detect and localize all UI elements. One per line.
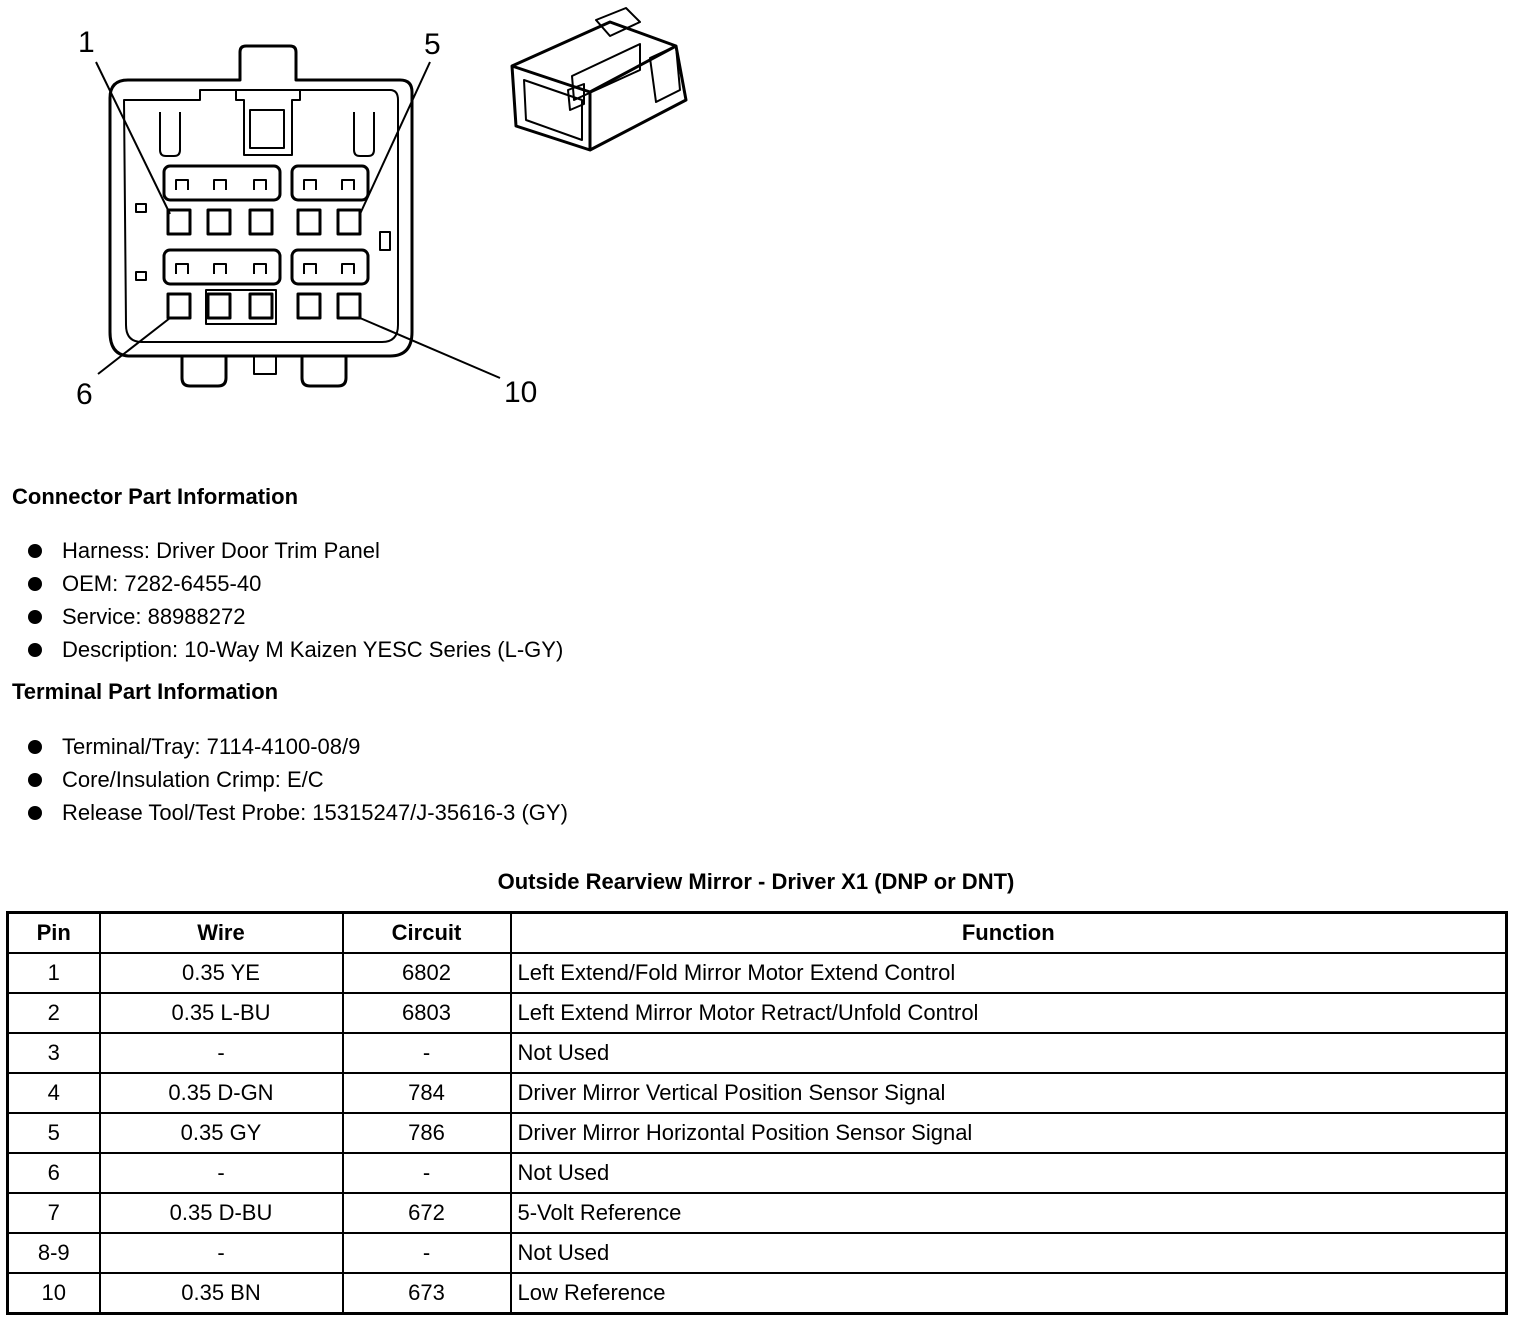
cell-circuit: 6803 (343, 993, 511, 1033)
connector-info-list (28, 534, 563, 666)
pin-3 (250, 210, 272, 234)
pin-1 (168, 210, 190, 234)
connector-latch (236, 90, 300, 155)
list-item-text: Release Tool/Test Probe: 15315247/J-35616-3 (GY) (62, 800, 568, 825)
table-title: Outside Rearview Mirror - Driver X1 (DNP or DNT) (497, 869, 1015, 894)
cell-circuit: 784 (343, 1073, 511, 1113)
terminal-info-list (28, 730, 568, 829)
cell-circuit: 6802 (343, 953, 511, 993)
cell-function: Left Extend/Fold Mirror Motor Extend Control (511, 953, 1507, 993)
list-item-text: Description: 10-Way M Kaizen YESC Series (L-GY) (62, 637, 564, 662)
pin-label-1: 1 (78, 26, 95, 59)
list-item (28, 534, 563, 567)
list-item-text: Core/Insulation Crimp: E/C (62, 767, 324, 792)
pinout-table (6, 911, 1508, 1315)
leader-line-10 (360, 318, 500, 378)
cell-pin: 5 (8, 1113, 100, 1153)
table-row (8, 1153, 1507, 1193)
pin-5 (338, 210, 360, 234)
cell-function: 5-Volt Reference (511, 1193, 1507, 1233)
cell-function: Left Extend Mirror Motor Retract/Unfold Control (511, 993, 1507, 1033)
pin-label-10: 10 (504, 376, 538, 409)
cell-pin: 8-9 (8, 1233, 100, 1273)
cell-circuit: - (343, 1153, 511, 1193)
cell-wire: 0.35 GY (100, 1113, 343, 1153)
pin-label-6: 6 (76, 378, 93, 411)
list-item (28, 567, 563, 600)
pin-4 (298, 210, 320, 234)
list-item (28, 796, 568, 829)
list-item (28, 730, 568, 763)
connector-inner-wall (124, 90, 398, 342)
connector-part-info-title: Connector Part Information (12, 484, 299, 509)
cell-wire: - (100, 1033, 343, 1073)
table-row (8, 953, 1507, 993)
cell-function: Driver Mirror Vertical Position Sensor Signal (511, 1073, 1507, 1113)
header-pin: Pin (8, 913, 100, 954)
pin-8 (250, 294, 272, 318)
pin-label-5: 5 (424, 28, 441, 61)
pin-10 (338, 294, 360, 318)
cell-function: Low Reference (511, 1273, 1507, 1314)
list-item-text: Harness: Driver Door Trim Panel (62, 538, 380, 563)
pin-9 (298, 294, 320, 318)
table-header-row (8, 913, 1507, 954)
pin-6 (168, 294, 190, 318)
list-item (28, 633, 563, 666)
cell-wire: 0.35 L-BU (100, 993, 343, 1033)
cell-pin: 10 (8, 1273, 100, 1314)
table-row (8, 1113, 1507, 1153)
header-function: Function (511, 913, 1507, 954)
cell-pin: 6 (8, 1153, 100, 1193)
table-row (8, 1273, 1507, 1314)
bullet-icon (28, 643, 42, 657)
terminal-part-info-title: Terminal Part Information (12, 679, 279, 704)
cell-pin: 4 (8, 1073, 100, 1113)
cell-function: Driver Mirror Horizontal Position Sensor Signal (511, 1113, 1507, 1153)
cell-wire: 0.35 D-GN (100, 1073, 343, 1113)
cell-circuit: - (343, 1033, 511, 1073)
connector-3d-view (512, 8, 686, 150)
table-row (8, 1193, 1507, 1233)
cell-function: Not Used (511, 1033, 1507, 1073)
cell-pin: 3 (8, 1033, 100, 1073)
connector-diagram (0, 0, 720, 430)
list-item (28, 763, 568, 796)
bullet-icon (28, 773, 42, 787)
header-wire: Wire (100, 913, 343, 954)
cell-wire: 0.35 D-BU (100, 1193, 343, 1233)
cell-circuit: 786 (343, 1113, 511, 1153)
header-circuit: Circuit (343, 913, 511, 954)
table-row (8, 993, 1507, 1033)
cell-function: Not Used (511, 1233, 1507, 1273)
cell-circuit: 673 (343, 1273, 511, 1314)
list-item-text: Terminal/Tray: 7114-4100-08/9 (62, 734, 361, 759)
list-item-text: Service: 88988272 (62, 604, 246, 629)
list-item (28, 600, 563, 633)
pin-2 (208, 210, 230, 234)
leader-line-5 (360, 62, 430, 214)
leader-line-1 (96, 62, 170, 214)
cell-wire: 0.35 BN (100, 1273, 343, 1314)
cell-pin: 2 (8, 993, 100, 1033)
cell-circuit: 672 (343, 1193, 511, 1233)
cell-wire: - (100, 1153, 343, 1193)
bullet-icon (28, 544, 42, 558)
table-row (8, 1233, 1507, 1273)
bullet-icon (28, 740, 42, 754)
cell-pin: 7 (8, 1193, 100, 1233)
table-row (8, 1033, 1507, 1073)
cell-wire: - (100, 1233, 343, 1273)
cell-wire: 0.35 YE (100, 953, 343, 993)
table-row (8, 1073, 1507, 1113)
list-item-text: OEM: 7282-6455-40 (62, 571, 262, 596)
pin-7 (208, 294, 230, 318)
bullet-icon (28, 577, 42, 591)
cell-pin: 1 (8, 953, 100, 993)
bullet-icon (28, 806, 42, 820)
cell-function: Not Used (511, 1153, 1507, 1193)
bullet-icon (28, 610, 42, 624)
cell-circuit: - (343, 1233, 511, 1273)
